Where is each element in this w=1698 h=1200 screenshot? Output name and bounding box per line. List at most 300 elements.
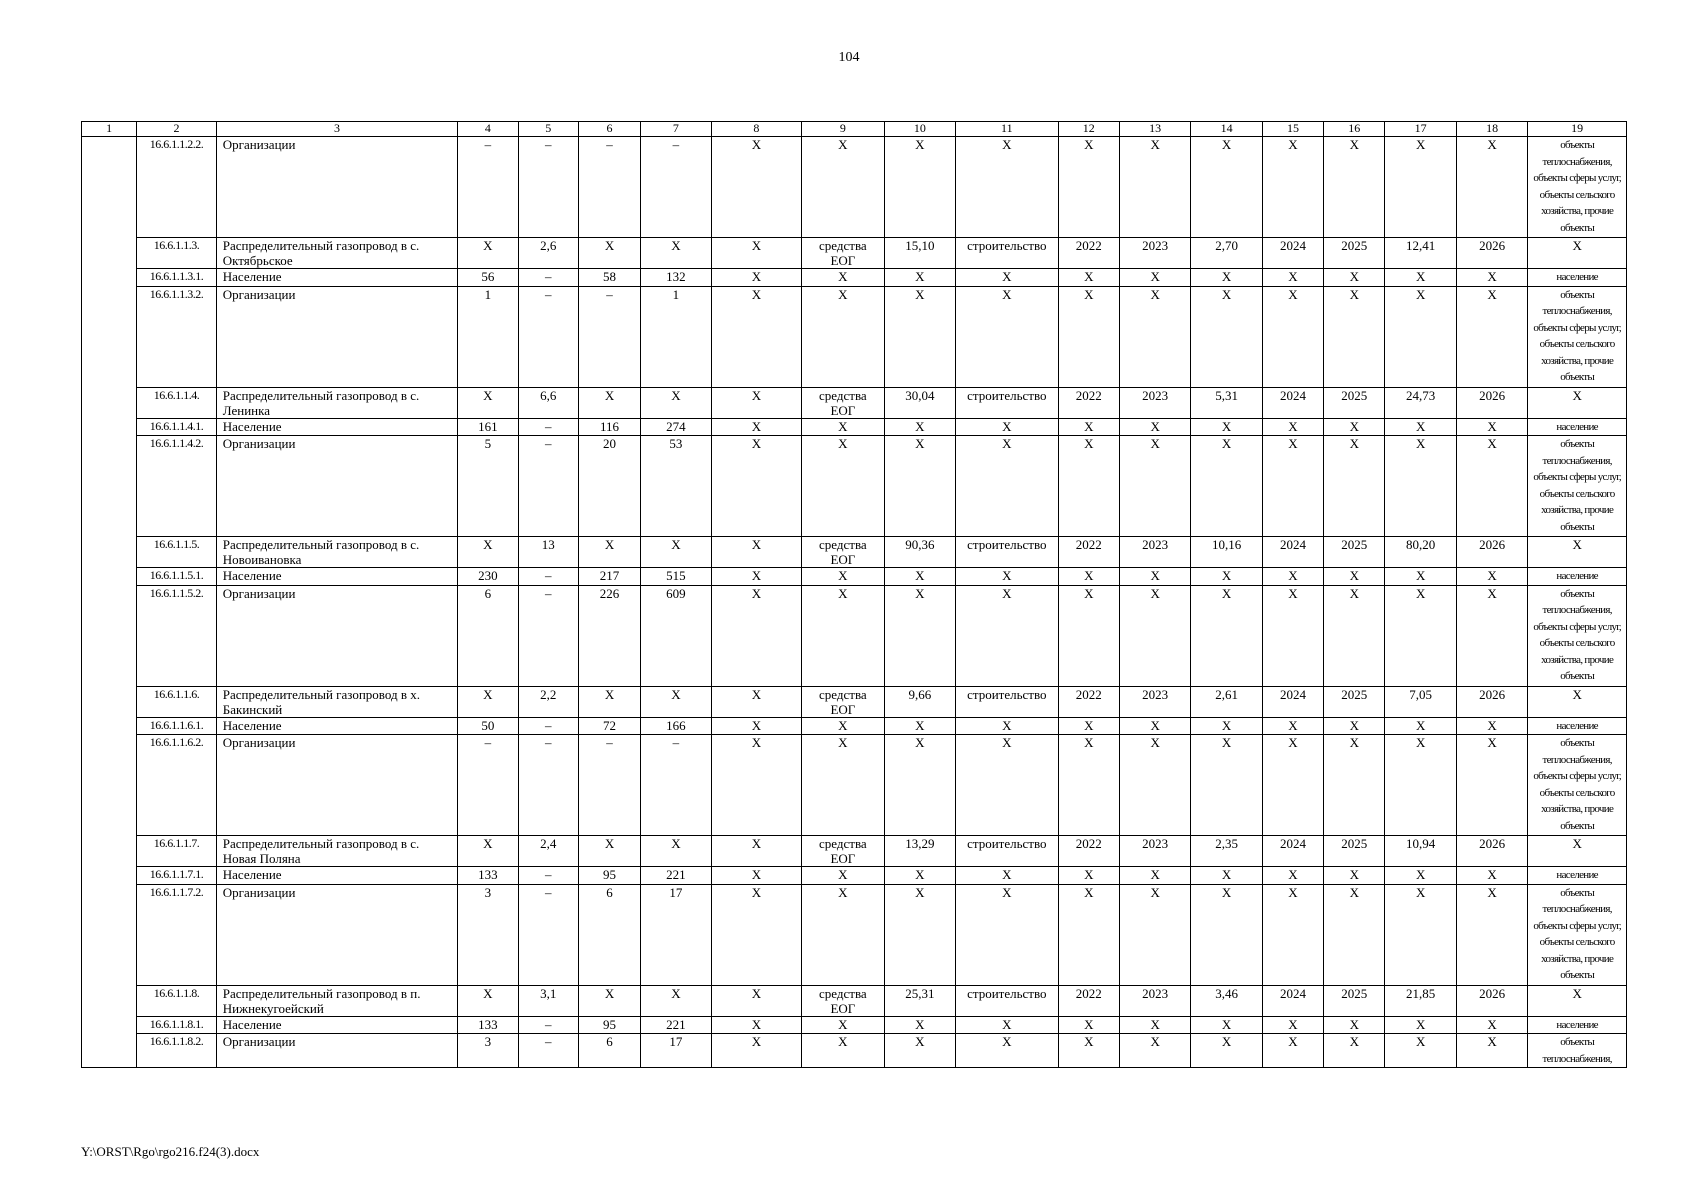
row-code: 16.6.1.1.8.1. (137, 1016, 216, 1034)
row-cell: 2026 (1456, 985, 1527, 1016)
row-note: население (1528, 717, 1627, 735)
row-cell: 72 (578, 717, 640, 735)
row-name: Организации (216, 884, 457, 985)
row-cell: – (518, 286, 578, 387)
row-cell: X (1191, 418, 1262, 436)
row-cell: – (518, 585, 578, 686)
table-row (82, 568, 1627, 586)
row-cell: X (1385, 585, 1456, 686)
row-name: Организации (216, 286, 457, 387)
row-cell: 226 (578, 585, 640, 686)
row-cell: 1 (641, 286, 711, 387)
row-code: 16.6.1.1.2.2. (137, 137, 216, 238)
row-cell: 2024 (1262, 238, 1323, 269)
row-cell: 2023 (1119, 387, 1190, 418)
row-cell: X (956, 1016, 1059, 1034)
row-cell: X (1191, 884, 1262, 985)
row-cell: 2,2 (518, 686, 578, 717)
row-cell: 30,04 (884, 387, 955, 418)
table-row (82, 836, 1627, 867)
row-cell: 166 (641, 717, 711, 735)
header-cell: 11 (956, 122, 1059, 137)
row-cell: 2025 (1324, 985, 1385, 1016)
row-note: X (1528, 686, 1627, 717)
row-cell: X (802, 1016, 884, 1034)
header-cell: 1 (82, 122, 137, 137)
row-code: 16.6.1.1.3.1. (137, 269, 216, 287)
row-cell: X (1324, 286, 1385, 387)
row-cell: 2026 (1456, 836, 1527, 867)
table-row (82, 286, 1627, 387)
row-cell: X (1119, 717, 1190, 735)
row-cell: X (1385, 436, 1456, 537)
header-cell: 7 (641, 122, 711, 137)
footer-file-path: Y:\ORST\Rgo\rgo216.f24(3).docx (81, 1144, 260, 1159)
row-cell: 2022 (1058, 836, 1119, 867)
row-cell: строительство (956, 985, 1059, 1016)
header-cell: 8 (711, 122, 802, 137)
row-note: население (1528, 568, 1627, 586)
row-cell: X (1385, 568, 1456, 586)
row-cell: X (956, 418, 1059, 436)
row-cell: X (802, 137, 884, 238)
row-cell: средства ЕОГ (802, 238, 884, 269)
row-cell: X (458, 537, 518, 568)
row-cell: X (458, 985, 518, 1016)
row-cell: X (1324, 585, 1385, 686)
row-cell: X (884, 286, 955, 387)
table-row (82, 585, 1627, 686)
row-cell: X (884, 1034, 955, 1068)
row-cell: X (1119, 1034, 1190, 1068)
row-cell: 2023 (1119, 238, 1190, 269)
row-code: 16.6.1.1.5.1. (137, 568, 216, 586)
row-cell: 5 (458, 436, 518, 537)
row-cell: X (1191, 436, 1262, 537)
row-cell: 133 (458, 867, 518, 885)
row-cell: 2022 (1058, 686, 1119, 717)
row-cell: X (884, 867, 955, 885)
row-cell: X (956, 1034, 1059, 1068)
row-cell: X (1262, 286, 1323, 387)
row-note: X (1528, 985, 1627, 1016)
row-cell: X (1262, 884, 1323, 985)
row-cell: 2,35 (1191, 836, 1262, 867)
row-cell: X (1262, 418, 1323, 436)
table-row (82, 686, 1627, 717)
row-cell: – (518, 269, 578, 287)
row-cell: X (1456, 436, 1527, 537)
row-cell: 221 (641, 867, 711, 885)
row-cell: X (1191, 867, 1262, 885)
table-row (82, 137, 1627, 238)
row-cell: 24,73 (1385, 387, 1456, 418)
row-cell: 53 (641, 436, 711, 537)
row-cell: 12,41 (1385, 238, 1456, 269)
row-cell: X (711, 387, 802, 418)
row-name: Распределительный газопровод в х. Бакинский (216, 686, 457, 717)
row-cell: 10,16 (1191, 537, 1262, 568)
row-cell: 2026 (1456, 238, 1527, 269)
row-cell: X (884, 884, 955, 985)
row-name: Организации (216, 1034, 457, 1068)
row-cell: X (641, 686, 711, 717)
row-cell: средства ЕОГ (802, 985, 884, 1016)
row-cell: X (1324, 568, 1385, 586)
row-cell: X (884, 717, 955, 735)
row-cell: 3 (458, 884, 518, 985)
row-cell: X (711, 537, 802, 568)
row-cell: 2,61 (1191, 686, 1262, 717)
row-cell: – (518, 418, 578, 436)
row-cell: X (1385, 1016, 1456, 1034)
row-code: 16.6.1.1.7. (137, 836, 216, 867)
row-cell: – (641, 735, 711, 836)
row-code: 16.6.1.1.6.1. (137, 717, 216, 735)
row-name: Организации (216, 436, 457, 537)
row-cell: – (518, 867, 578, 885)
row-cell: X (641, 387, 711, 418)
row-cell: X (802, 568, 884, 586)
row-cell: строительство (956, 836, 1059, 867)
row-cell: X (1456, 585, 1527, 686)
row-cell: 2026 (1456, 686, 1527, 717)
row-cell: X (711, 735, 802, 836)
row-cell: 56 (458, 269, 518, 287)
row-cell: 2022 (1058, 387, 1119, 418)
row-cell: X (802, 585, 884, 686)
row-cell: X (956, 585, 1059, 686)
table-row (82, 436, 1627, 537)
row-cell: X (956, 568, 1059, 586)
row-code: 16.6.1.1.5. (137, 537, 216, 568)
row-note: объекты теплоснабжения, (1528, 1034, 1627, 1068)
row-cell: – (518, 884, 578, 985)
row-cell: 3,1 (518, 985, 578, 1016)
row-cell: 90,36 (884, 537, 955, 568)
header-cell: 4 (458, 122, 518, 137)
row-cell: X (711, 836, 802, 867)
row-note: X (1528, 387, 1627, 418)
row-cell: X (884, 436, 955, 537)
row-cell: X (1385, 1034, 1456, 1068)
row-cell: X (802, 717, 884, 735)
row-cell: X (641, 238, 711, 269)
row-note: объекты теплоснабжения, объекты сферы услуг, объекты сельского хозяйства, прочие объекты (1528, 286, 1627, 387)
row-note: X (1528, 537, 1627, 568)
row-cell: X (1456, 735, 1527, 836)
header-cell: 6 (578, 122, 640, 137)
row-cell: 133 (458, 1016, 518, 1034)
row-cell: 116 (578, 418, 640, 436)
row-cell: X (711, 269, 802, 287)
row-cell: X (1058, 1034, 1119, 1068)
row-cell: X (1385, 867, 1456, 885)
row-cell: X (1191, 568, 1262, 586)
row-cell: X (578, 985, 640, 1016)
row-cell: X (1058, 884, 1119, 985)
row-cell: X (711, 1016, 802, 1034)
row-cell: X (956, 717, 1059, 735)
row-cell: 2022 (1058, 238, 1119, 269)
row-cell: 13,29 (884, 836, 955, 867)
row-cell: 17 (641, 884, 711, 985)
row-cell: 3 (458, 1034, 518, 1068)
row-code: 16.6.1.1.4. (137, 387, 216, 418)
row-cell: X (884, 568, 955, 586)
table-row (82, 269, 1627, 287)
row-cell: X (1324, 1016, 1385, 1034)
row-cell: X (1191, 137, 1262, 238)
row-code: 16.6.1.1.4.2. (137, 436, 216, 537)
row-cell: 2024 (1262, 537, 1323, 568)
data-table (81, 121, 1627, 1068)
header-cell: 10 (884, 122, 955, 137)
row-cell: X (1385, 137, 1456, 238)
row-name: Распределительный газопровод в п. Нижнекугоейский (216, 985, 457, 1016)
row-code: 16.6.1.1.3. (137, 238, 216, 269)
table-row (82, 418, 1627, 436)
row-cell: X (1456, 1034, 1527, 1068)
row-note: объекты теплоснабжения, объекты сферы услуг, объекты сельского хозяйства, прочие объекты (1528, 585, 1627, 686)
row-cell: X (956, 137, 1059, 238)
row-cell: X (711, 568, 802, 586)
row-cell: 161 (458, 418, 518, 436)
row-name: Население (216, 269, 457, 287)
row-cell: 2026 (1456, 387, 1527, 418)
row-cell: 17 (641, 1034, 711, 1068)
row-cell: X (711, 238, 802, 269)
row-cell: X (884, 1016, 955, 1034)
row-cell: средства ЕОГ (802, 537, 884, 568)
row-cell: X (1262, 269, 1323, 287)
row-cell: X (1191, 585, 1262, 686)
row-cell: 217 (578, 568, 640, 586)
row-cell: – (518, 1016, 578, 1034)
row-cell: X (1262, 717, 1323, 735)
row-cell: X (1324, 867, 1385, 885)
row-cell: X (1058, 286, 1119, 387)
column-1-cell (82, 137, 137, 1068)
row-cell: X (1262, 1034, 1323, 1068)
row-cell: 15,10 (884, 238, 955, 269)
row-cell: – (518, 137, 578, 238)
row-cell: X (884, 269, 955, 287)
row-cell: 2023 (1119, 686, 1190, 717)
row-name: Население (216, 418, 457, 436)
row-cell: – (458, 735, 518, 836)
row-cell: X (578, 387, 640, 418)
row-cell: X (1119, 418, 1190, 436)
row-cell: X (711, 1034, 802, 1068)
row-note: население (1528, 269, 1627, 287)
row-cell: X (802, 735, 884, 836)
row-cell: X (1119, 137, 1190, 238)
row-cell: X (1119, 884, 1190, 985)
row-cell: X (1262, 867, 1323, 885)
row-cell: X (578, 537, 640, 568)
row-cell: X (711, 137, 802, 238)
table-row (82, 1034, 1627, 1068)
row-note: объекты теплоснабжения, объекты сферы услуг, объекты сельского хозяйства, прочие объекты (1528, 436, 1627, 537)
row-cell: X (711, 686, 802, 717)
row-cell: X (956, 884, 1059, 985)
row-cell: 21,85 (1385, 985, 1456, 1016)
row-cell: X (1119, 286, 1190, 387)
row-note: объекты теплоснабжения, объекты сферы услуг, объекты сельского хозяйства, прочие объекты (1528, 137, 1627, 238)
row-cell: X (1456, 717, 1527, 735)
row-cell: X (711, 436, 802, 537)
row-cell: X (884, 585, 955, 686)
row-cell: X (711, 717, 802, 735)
row-cell: X (1456, 137, 1527, 238)
row-cell: X (1119, 585, 1190, 686)
row-code: 16.6.1.1.4.1. (137, 418, 216, 436)
row-cell: X (956, 436, 1059, 537)
row-cell: – (578, 286, 640, 387)
row-cell: X (711, 985, 802, 1016)
row-cell: 2022 (1058, 985, 1119, 1016)
row-cell: X (1058, 585, 1119, 686)
row-cell: строительство (956, 537, 1059, 568)
row-cell: X (1262, 568, 1323, 586)
header-cell: 9 (802, 122, 884, 137)
row-cell: 274 (641, 418, 711, 436)
row-name: Распределительный газопровод в с. Новоивановка (216, 537, 457, 568)
row-cell: X (802, 269, 884, 287)
row-cell: 6,6 (518, 387, 578, 418)
row-cell: X (1324, 418, 1385, 436)
row-cell: X (1058, 137, 1119, 238)
header-cell: 14 (1191, 122, 1262, 137)
row-note: население (1528, 867, 1627, 885)
row-cell: строительство (956, 686, 1059, 717)
row-cell: X (1119, 269, 1190, 287)
header-cell: 3 (216, 122, 457, 137)
row-cell: X (802, 867, 884, 885)
row-code: 16.6.1.1.8.2. (137, 1034, 216, 1068)
row-cell: X (802, 436, 884, 537)
row-cell: X (641, 537, 711, 568)
row-cell: 9,66 (884, 686, 955, 717)
row-cell: X (1324, 884, 1385, 985)
row-cell: 609 (641, 585, 711, 686)
row-cell: X (1058, 269, 1119, 287)
header-cell: 2 (137, 122, 216, 137)
row-cell: X (802, 286, 884, 387)
row-cell: X (1191, 735, 1262, 836)
row-cell: X (458, 686, 518, 717)
row-cell: X (711, 585, 802, 686)
row-code: 16.6.1.1.8. (137, 985, 216, 1016)
row-cell: 10,94 (1385, 836, 1456, 867)
row-cell: X (641, 985, 711, 1016)
row-cell: X (884, 137, 955, 238)
row-cell: 2024 (1262, 387, 1323, 418)
table-row (82, 735, 1627, 836)
row-cell: X (956, 867, 1059, 885)
row-cell: X (1262, 137, 1323, 238)
row-cell: – (578, 137, 640, 238)
table-row (82, 867, 1627, 885)
row-code: 16.6.1.1.7.2. (137, 884, 216, 985)
row-cell: 50 (458, 717, 518, 735)
row-name: Распределительный газопровод в с. Октябрьское (216, 238, 457, 269)
row-cell: X (1324, 717, 1385, 735)
row-cell: средства ЕОГ (802, 836, 884, 867)
table-row (82, 717, 1627, 735)
row-cell: 95 (578, 867, 640, 885)
row-cell: 230 (458, 568, 518, 586)
row-cell: – (641, 137, 711, 238)
row-cell: 58 (578, 269, 640, 287)
row-name: Организации (216, 585, 457, 686)
row-cell: X (1324, 1034, 1385, 1068)
row-cell: X (1058, 568, 1119, 586)
row-cell: X (1262, 1016, 1323, 1034)
row-code: 16.6.1.1.6.2. (137, 735, 216, 836)
table-row (82, 387, 1627, 418)
header-cell: 19 (1528, 122, 1627, 137)
row-cell: средства ЕОГ (802, 686, 884, 717)
row-cell: X (1324, 436, 1385, 537)
header-cell: 12 (1058, 122, 1119, 137)
row-cell: X (578, 238, 640, 269)
table-row (82, 537, 1627, 568)
header-cell: 13 (1119, 122, 1190, 137)
row-cell: – (518, 735, 578, 836)
row-cell: X (1058, 418, 1119, 436)
row-cell: средства ЕОГ (802, 387, 884, 418)
row-cell: X (711, 286, 802, 387)
row-cell: X (1058, 735, 1119, 836)
row-cell: 132 (641, 269, 711, 287)
row-cell: X (802, 884, 884, 985)
row-note: объекты теплоснабжения, объекты сферы услуг, объекты сельского хозяйства, прочие объекты (1528, 884, 1627, 985)
row-note: объекты теплоснабжения, объекты сферы услуг, объекты сельского хозяйства, прочие объекты (1528, 735, 1627, 836)
row-cell: X (1456, 884, 1527, 985)
row-cell: – (518, 568, 578, 586)
row-cell: 2024 (1262, 985, 1323, 1016)
row-cell: X (1456, 568, 1527, 586)
row-cell: X (578, 836, 640, 867)
row-cell: 80,20 (1385, 537, 1456, 568)
header-cell: 16 (1324, 122, 1385, 137)
row-cell: X (802, 1034, 884, 1068)
row-cell: X (1058, 1016, 1119, 1034)
row-note: X (1528, 238, 1627, 269)
row-name: Распределительный газопровод в с. Ленинка (216, 387, 457, 418)
row-cell: 2025 (1324, 686, 1385, 717)
row-cell: X (458, 387, 518, 418)
row-cell: 515 (641, 568, 711, 586)
row-cell: 2,6 (518, 238, 578, 269)
row-cell: 6 (578, 1034, 640, 1068)
row-cell: X (1119, 735, 1190, 836)
row-cell: X (1058, 717, 1119, 735)
row-cell: X (1119, 1016, 1190, 1034)
row-cell: 3,46 (1191, 985, 1262, 1016)
row-name: Организации (216, 735, 457, 836)
row-note: X (1528, 836, 1627, 867)
table-row (82, 985, 1627, 1016)
header-cell: 15 (1262, 122, 1323, 137)
row-cell: 7,05 (1385, 686, 1456, 717)
row-note: население (1528, 1016, 1627, 1034)
row-cell: X (1385, 269, 1456, 287)
row-cell: 5,31 (1191, 387, 1262, 418)
row-name: Распределительный газопровод в с. Новая Поляна (216, 836, 457, 867)
